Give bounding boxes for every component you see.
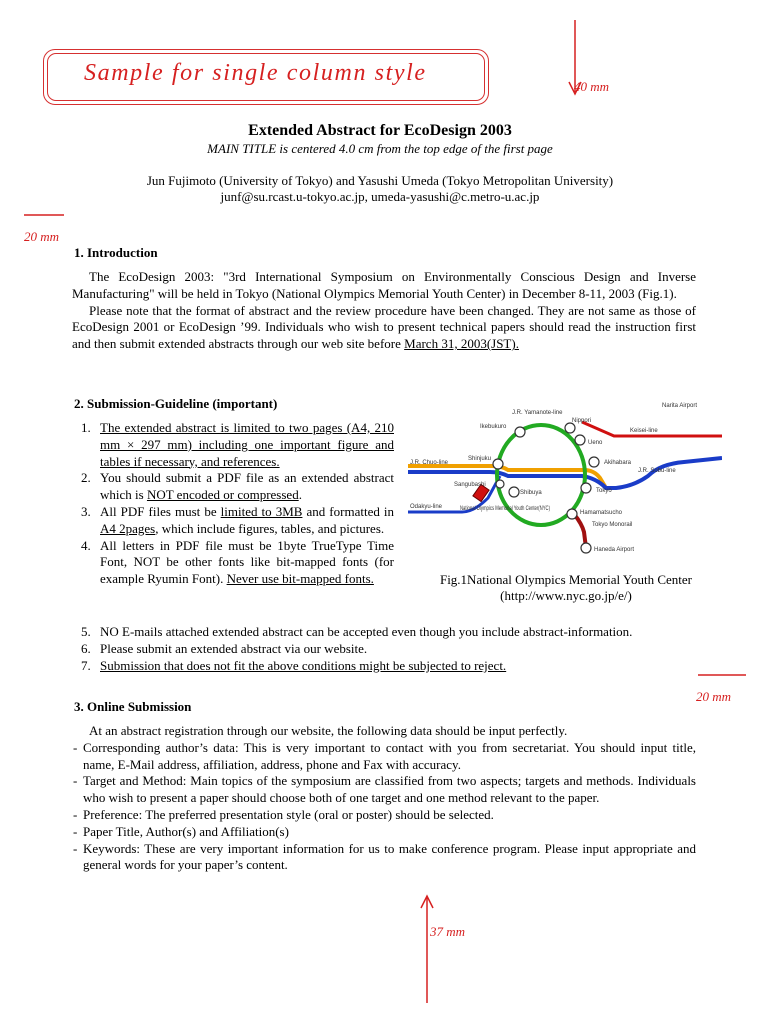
guideline-item	[72, 538, 394, 588]
map-label-tokyo: Tokyo	[596, 488, 612, 494]
right-margin-mark	[696, 672, 748, 678]
station-ikebukuro	[515, 427, 525, 437]
left-margin-label: 20 mm	[24, 229, 60, 244]
emphasized-requirement: A4 2pages	[100, 520, 156, 536]
guideline-item	[72, 420, 394, 470]
station-ueno	[575, 435, 585, 445]
emphasized-requirement: Never use bit-mapped fonts.	[226, 571, 374, 587]
intro-paragraph-1: The EcoDesign 2003: "3rd International Symposium on Environmentally Conscious Design and Inverse Manufacturing" will be held in Tokyo (National Olympics Memorial Youth Center) in December 8-11, 2003 (Fig.1).	[72, 269, 696, 301]
section-1-heading: 1. Introduction	[74, 245, 158, 260]
guideline-item-number: 3.	[81, 503, 91, 519]
submission-data-item-text: Target and Method: Main topics of the symposium are classified from two aspects; targets and methods. Individuals who wish to present a paper should choose both of one target and one method relevant to the paper.	[83, 773, 696, 806]
intro-paragraph-2-text: Please note that the format of abstract and the review procedure have been changed. They are not same as those of EcoDesign 2001 or EcoDesign ’99. Individuals who wish to present technical papers should read the instruction first and then submit extended abstracts through our web site before	[72, 302, 696, 352]
map-label-sangubashi: Sangubashi	[454, 482, 486, 488]
map-label-nyc: National Olympics Memorial Youth Center(NYC)	[460, 506, 550, 512]
intro-paragraph-2	[72, 303, 696, 353]
submission-data-item	[72, 807, 696, 824]
submission-data-item-text: Corresponding author’s data: This is very important to contact with you from secretariat. You should input title, name, E-Mail address, affiliation, address, phone and Fax with accuracy.	[83, 739, 696, 772]
section-3-heading: 3. Online Submission	[74, 699, 192, 714]
guideline-item	[72, 658, 702, 675]
map-label-ikebukuro: Ikebukuro	[480, 424, 507, 430]
guideline-text-part: All letters in PDF file must be 1byte TrueType Time Font, NOT be other fonts like bit-mapped fonts (for example Ryumin Font).	[100, 537, 394, 587]
guideline-text-part: NO E-mails attached extended abstract can be accepted even though you include abstract-information.	[100, 624, 633, 639]
emphasized-requirement: limited to 3MB	[220, 503, 303, 519]
figure-caption	[416, 572, 716, 604]
map-label-keisei: Keisei-line	[630, 428, 658, 434]
map-label-narita: Narita Airport	[662, 403, 698, 409]
bottom-margin-label: 37 mm	[430, 924, 466, 939]
map-label-hamamatsucho: Hamamatsucho	[580, 510, 623, 516]
top-margin-label: 40 mm	[574, 79, 610, 94]
submission-deadline: March 31, 2003(JST).	[404, 336, 519, 352]
dash-bullet: -	[73, 806, 78, 822]
figure-caption-title: Fig.1National Olympics Memorial Youth Center	[439, 572, 693, 587]
map-label-haneda: Haneda Airport	[594, 547, 635, 553]
guideline-item-number: 6.	[81, 640, 91, 656]
map-label-shibuya: Shibuya	[520, 490, 542, 496]
guideline-item-number: 4.	[81, 537, 91, 553]
submission-data-item-text: Keywords: These are very important information for us to make conference program. Please input appropriate and general words for your paper’s content.	[83, 840, 696, 873]
guideline-text-part: You should submit a PDF file as an extended abstract which is	[100, 470, 394, 503]
map-label-jr-sobu: J.R. Sobu-line	[638, 468, 676, 474]
dash-bullet: -	[73, 773, 78, 789]
guideline-text-part: , which include figures, tables, and pictures.	[155, 520, 385, 536]
map-label-nippori: Nippori	[572, 418, 592, 424]
online-submission-intro: At an abstract registration through our website, the following data should be input perfectly.	[89, 723, 568, 738]
station-nippori	[565, 423, 575, 433]
tokyo-rail-map-figure	[404, 400, 722, 560]
map-label-jr-chuo: J.R. Chuo-line	[410, 460, 449, 466]
guideline-item-text	[100, 538, 394, 588]
station-shibuya	[509, 487, 519, 497]
emphasized-requirement: NOT encoded or compressed	[146, 487, 299, 503]
author-emails: junf@su.rcast.u-tokyo.ac.jp, umeda-yasushi@c.metro-u.ac.jp	[220, 189, 540, 204]
guideline-item-text	[100, 624, 632, 639]
station-shinjuku	[493, 459, 503, 469]
guideline-list-narrow	[72, 420, 394, 588]
guideline-item	[72, 624, 702, 641]
dash-bullet: -	[73, 823, 78, 839]
map-label-odakyu: Odakyu-line	[410, 504, 443, 510]
bottom-margin-arrow	[412, 893, 442, 1005]
guideline-item-text	[100, 470, 394, 504]
map-label-ueno: Ueno	[588, 440, 603, 446]
sample-banner-text: Sample for single column style	[84, 60, 427, 86]
guideline-item-text	[100, 641, 367, 656]
section-3-body	[72, 723, 696, 874]
guideline-item-number: 7.	[81, 657, 91, 673]
map-label-yamanote: J.R. Yamanote-line	[512, 410, 563, 416]
figure-caption-url: (http://www.nyc.go.jp/e/)	[500, 588, 632, 603]
section-1-body	[72, 269, 696, 353]
guideline-text-part: All PDF files must be	[100, 503, 221, 519]
guideline-list-wide	[72, 624, 702, 674]
station-hamamatsucho	[567, 509, 577, 519]
guideline-item	[72, 641, 702, 658]
dash-bullet: -	[73, 840, 78, 856]
guideline-text-part: Please submit an extended abstract via our website.	[100, 640, 368, 656]
authors: Jun Fujimoto (University of Tokyo) and Yasushi Umeda (Tokyo Metropolitan University)	[146, 173, 614, 188]
emphasized-requirement: Submission that does not fit the above conditions might be subjected to reject.	[100, 657, 507, 673]
guideline-item-number: 2.	[81, 470, 91, 486]
guideline-item-text	[100, 658, 506, 673]
guideline-text-part: .	[298, 487, 302, 503]
station-sangubashi	[496, 480, 504, 488]
station-haneda	[581, 543, 591, 553]
paper-title: Extended Abstract for EcoDesign 2003	[248, 122, 512, 139]
section-2-heading: 2. Submission-Guideline (important)	[74, 396, 278, 411]
submission-data-item	[72, 824, 696, 841]
submission-data-item-text: Paper Title, Author(s) and Affiliation(s)	[83, 823, 289, 839]
dash-bullet: -	[73, 739, 78, 755]
map-label-tokyo-monorail: Tokyo Monorail	[592, 522, 633, 528]
submission-data-item	[72, 841, 696, 875]
station-tokyo	[581, 483, 591, 493]
emphasized-requirement: The extended abstract is limited to two pages (A4, 210 mm × 297 mm) including one important figure and tables if necessary, and references.	[100, 420, 394, 469]
guideline-item-text	[100, 420, 394, 470]
guideline-item-text	[100, 504, 394, 538]
right-margin-label: 20 mm	[696, 689, 732, 704]
submission-data-item	[72, 773, 696, 807]
guideline-item	[72, 470, 394, 504]
submission-data-item	[72, 740, 696, 774]
guideline-item-number: 5.	[81, 624, 91, 639]
left-margin-mark	[22, 212, 66, 218]
guideline-text-part: and formatted in	[302, 503, 395, 519]
map-label-akihabara: Akihabara	[604, 460, 632, 466]
guideline-item-number: 1.	[81, 420, 91, 435]
paper-subtitle: MAIN TITLE is centered 4.0 cm from the top edge of the first page	[207, 141, 553, 156]
submission-data-item-text: Preference: The preferred presentation style (oral or poster) should be selected.	[83, 806, 494, 822]
guideline-item	[72, 504, 394, 538]
station-akihabara	[589, 457, 599, 467]
map-label-shinjuku: Shinjuku	[468, 456, 492, 462]
